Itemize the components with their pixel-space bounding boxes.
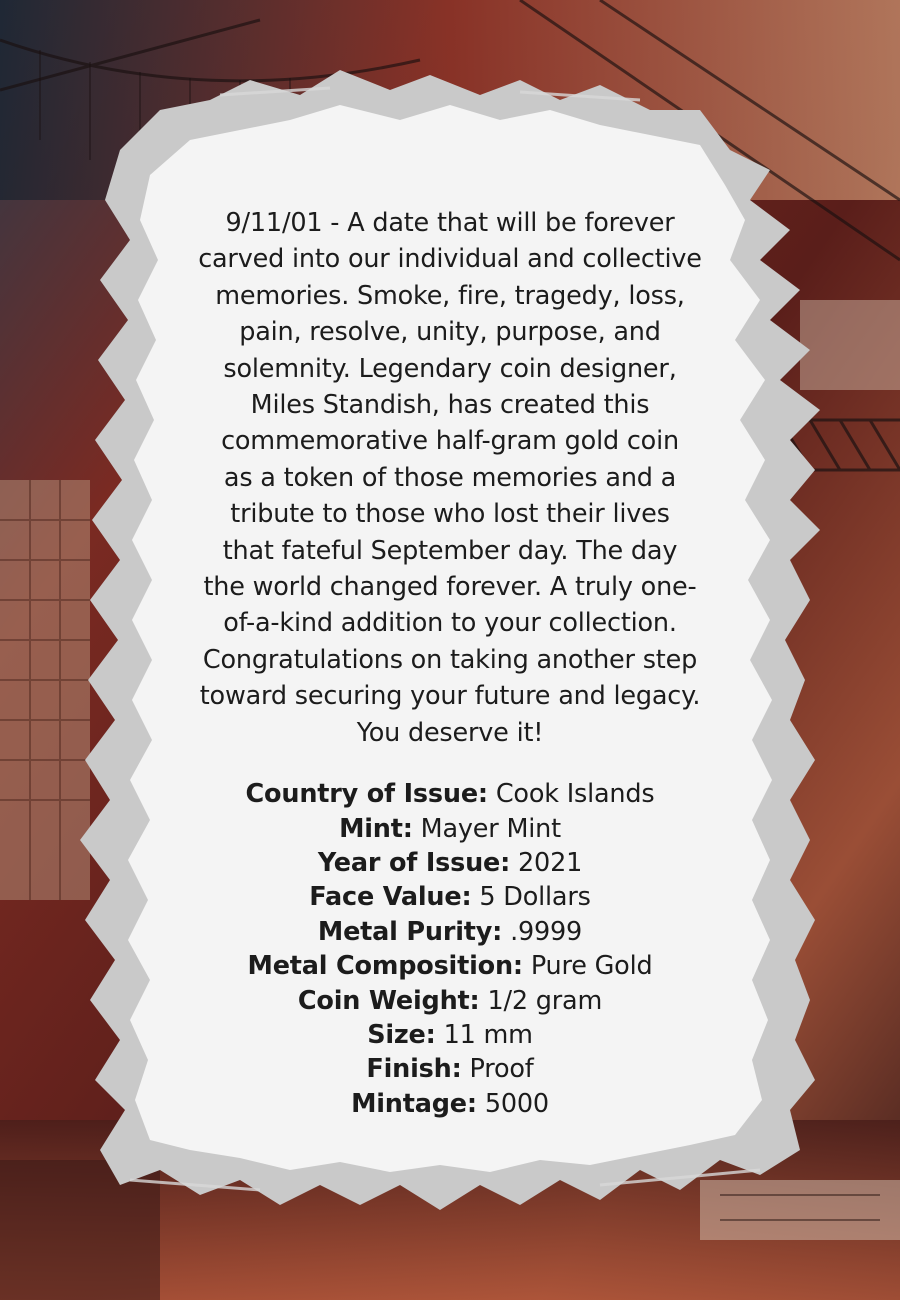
spec-label: Country of Issue: [245, 779, 488, 810]
intro-line: as a token of those memories and a [223, 462, 677, 493]
spec-value: .9999 [510, 916, 583, 947]
spec-value: 1/2 gram [487, 985, 603, 1016]
intro-line: solemnity. Legendary coin designer, [223, 353, 677, 384]
spec-label: Coin Weight: [297, 985, 480, 1016]
intro-line: that fateful September day. The day [222, 535, 678, 566]
spec-value: Pure Gold [530, 951, 653, 982]
spec-face-value [150, 880, 750, 914]
coin-description-card [150, 205, 750, 1121]
intro-line: memories. Smoke, fire, tragedy, loss, [215, 280, 685, 311]
intro-line: of-a-kind addition to your collection. [223, 608, 677, 639]
spec-label: Metal Purity: [317, 916, 503, 947]
spec-value: Cook Islands [495, 779, 655, 810]
spec-value: 5 Dollars [479, 882, 591, 913]
spec-metal-purity [150, 915, 750, 949]
spec-value: Proof [469, 1054, 534, 1085]
intro-line: Miles Standish, has created this [250, 390, 650, 421]
intro-line: You deserve it! [356, 717, 544, 748]
spec-mintage [150, 1087, 750, 1121]
spec-label: Size: [367, 1019, 436, 1050]
spec-label: Face Value: [309, 882, 472, 913]
spec-label: Mintage: [351, 1088, 477, 1119]
intro-line: pain, resolve, unity, purpose, and [239, 317, 661, 348]
spec-label: Finish: [366, 1054, 462, 1085]
spec-year-of-issue [150, 846, 750, 880]
spec-metal-composition [150, 949, 750, 983]
spec-value: Mayer Mint [420, 813, 561, 844]
spec-mint [150, 812, 750, 846]
intro-paragraph [150, 205, 750, 751]
coin-specifications [150, 777, 750, 1121]
intro-line: 9/11/01 - A date that will be forever [225, 208, 675, 238]
spec-label: Year of Issue: [317, 847, 511, 878]
intro-line: tribute to those who lost their lives [230, 499, 670, 530]
intro-line: Congratulations on taking another step [202, 644, 698, 675]
spec-size [150, 1018, 750, 1052]
spec-value: 2021 [518, 847, 583, 878]
intro-line: carved into our individual and collective [198, 244, 702, 275]
intro-line: commemorative half-gram gold coin [221, 426, 679, 457]
intro-line: toward securing your future and legacy. [199, 681, 701, 712]
spec-label: Mint: [339, 813, 413, 844]
spec-label: Metal Composition: [247, 951, 523, 982]
intro-line: the world changed forever. A truly one- [203, 572, 697, 603]
spec-finish [150, 1052, 750, 1086]
spec-coin-weight [150, 984, 750, 1018]
spec-country-of-issue [150, 777, 750, 811]
spec-value: 11 mm [443, 1019, 533, 1050]
spec-value: 5000 [484, 1088, 549, 1119]
